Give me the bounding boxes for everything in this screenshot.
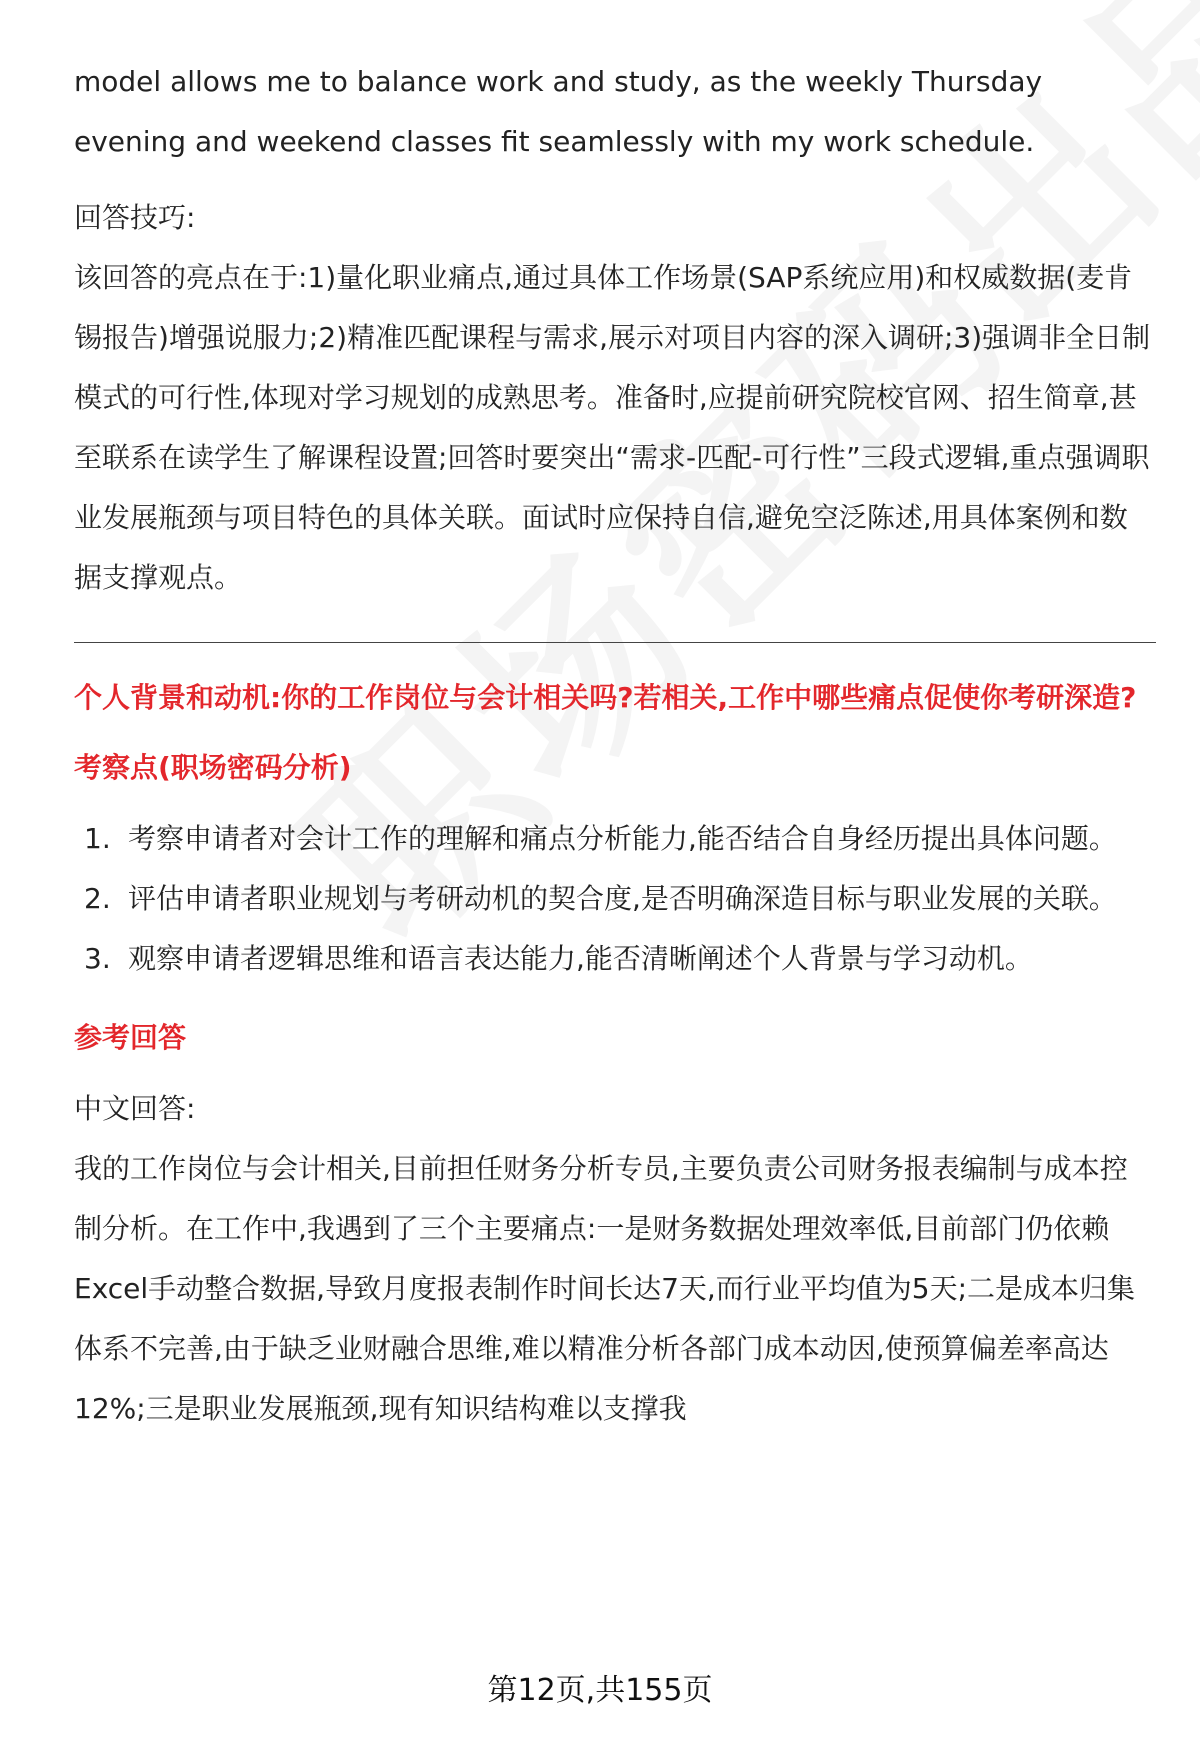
list-item bbox=[74, 809, 1154, 869]
focus-heading: 考察点(职场密码分析) bbox=[74, 751, 352, 784]
list-item-number: 3. bbox=[84, 942, 111, 975]
list-item-text: 观察申请者逻辑思维和语言表达能力,能否清晰阐述个人背景与学习动机。 bbox=[128, 942, 1033, 975]
list-item bbox=[74, 869, 1154, 929]
reference-heading: 参考回答 bbox=[74, 1021, 187, 1054]
question-title: 个人背景和动机:你的工作岗位与会计相关吗?若相关,工作中哪些痛点促使你考研深造? bbox=[74, 681, 1137, 714]
chinese-answer-label: 中文回答: bbox=[74, 1092, 196, 1125]
page-number: 第12页,共155页 bbox=[487, 1673, 713, 1708]
tips-text: 该回答的亮点在于:1)量化职业痛点,通过具体工作场景(SAP系统应用)和权威数据(麦肯锡报告)增强说服力;2)精准匹配课程与需求,展示对项目内容的深入调研;3)强调非全日制模式的可行性,体现对学习规划的成熟思考。准备时,应提前研究院校官网、招生简章,甚至联系在读学生了解课程设置;回答时要突出“需求-匹配-可行性”三段式逻辑,重点强调职业发展瓶颈与项目特色的具体关联。面试时应保持自信,避免空泛陈述,用具体案例和数据支撑观点。 bbox=[74, 261, 1151, 594]
document-page bbox=[74, 52, 1154, 1439]
tips-label: 回答技巧: bbox=[74, 201, 196, 234]
list-item-text: 考察申请者对会计工作的理解和痛点分析能力,能否结合自身经历提出具体问题。 bbox=[128, 822, 1117, 855]
list-item-number: 2. bbox=[84, 882, 111, 915]
focus-points-list bbox=[74, 809, 1154, 989]
chinese-answer-text: 我的工作岗位与会计相关,目前担任财务分析专员,主要负责公司财务报表编制与成本控制分析。在工作中,我遇到了三个主要痛点:一是财务数据处理效率低,目前部门仍依赖Excel手动整合数据,导致月度报表制作时间长达7天,而行业平均值为5天;二是成本归集体系不完善,由于缺乏业财融合思维,难以精准分析各部门成本动因,使预算偏差率高达12%;三是职业发展瓶颈,现有知识结构难以支撑我 bbox=[74, 1152, 1136, 1425]
list-item-number: 1. bbox=[84, 822, 111, 855]
intro-paragraph: model allows me to balance work and study, as the weekly Thursday evening and weekend classes fit seamlessly with my work schedule. bbox=[74, 65, 1043, 158]
list-item-text: 评估申请者职业规划与考研动机的契合度,是否明确深造目标与职业发展的关联。 bbox=[128, 882, 1117, 915]
list-item bbox=[74, 929, 1154, 989]
section-divider bbox=[74, 642, 1156, 643]
